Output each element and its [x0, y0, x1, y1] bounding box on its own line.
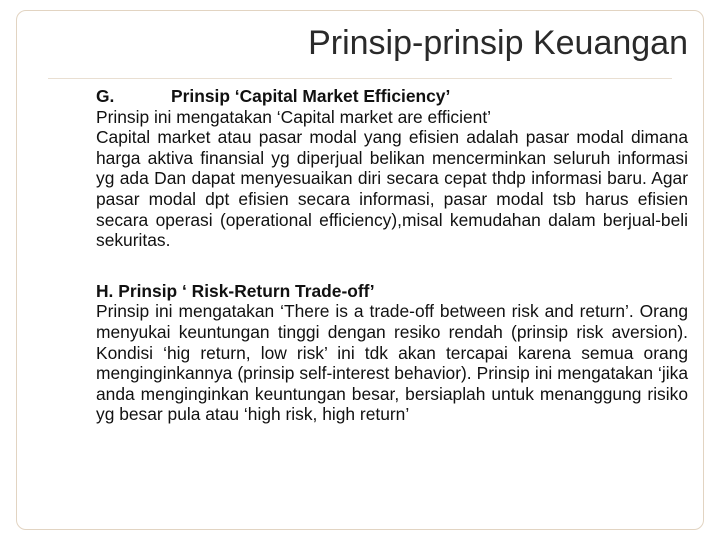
section-spacer: [96, 251, 688, 281]
section-h-heading: H. Prinsip ‘ Risk-Return Trade-off’: [96, 280, 375, 301]
section-g-title: Prinsip ‘Capital Market Efficiency’: [171, 86, 451, 106]
section-g-letter: G.: [96, 86, 115, 106]
section-g: [96, 86, 688, 251]
section-g-statement: Prinsip ini mengatakan ‘Capital market are efficient’: [96, 106, 492, 127]
section-h-body: Prinsip ini mengatakan ‘There is a trade-off between risk and return’. Orang menyukai keuntungan tinggi dengan resiko rendah (prinsip risk aversion). Kondisi ‘hig return, low risk’ ini tdk akan tercapai karena semua orang menginginkannya (prinsip self-interest behavior). Prinsip ini mengatakan ‘jika anda menginginkan keuntungan besar, bersiaplah untuk menanggung risiko yg besar pula atau ‘high risk, high return’: [96, 301, 688, 425]
section-g-body: Capital market atau pasar modal yang efisien adalah pasar modal dimana harga aktiva finansial yg diperjual belikan mencerminkan seluruh informasi yg ada Dan dapat menyesuaikan diri secara cepat thdp informasi baru. Agar pasar modal dpt efisien secara informasi, pasar modal tsb harus efisien secara operasi (operational efficiency),misal kemudahan dalam berjual-beli sekuritas.: [96, 127, 688, 251]
section-h: [96, 281, 688, 425]
section-g-heading: [96, 86, 688, 107]
title-divider: [48, 78, 672, 79]
slide-title: Prinsip-prinsip Keuangan: [308, 24, 688, 62]
slide-content: [96, 86, 688, 425]
